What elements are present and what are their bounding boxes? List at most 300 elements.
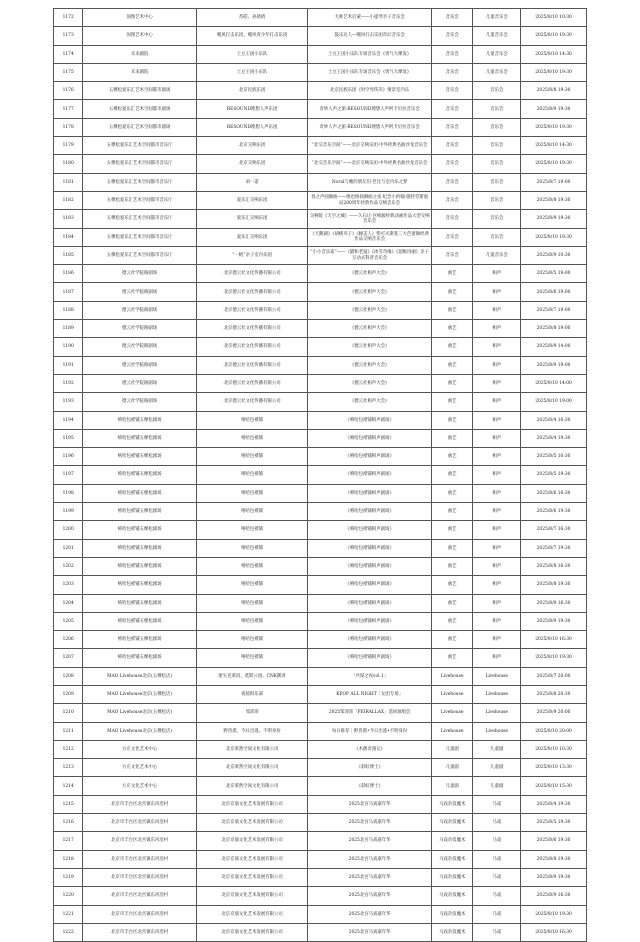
row-number-cell: 1203 xyxy=(54,576,83,594)
subcategory-cell: 相声 xyxy=(473,374,521,392)
category-cell: 曲艺 xyxy=(431,429,473,447)
subcategory-cell: 马戏 xyxy=(473,832,521,850)
row-number-cell: 1200 xyxy=(54,521,83,539)
row-number-cell: 1184 xyxy=(54,228,83,246)
row-number-cell: 1194 xyxy=(54,411,83,429)
category-cell: 马戏杂技魔术 xyxy=(431,832,473,850)
table-row xyxy=(54,118,587,136)
performer-cell: 北京德云社文化传播有限公司 xyxy=(196,301,307,319)
performer-cell: 北京莱然空间文化有限公司 xyxy=(196,777,307,795)
performer-cell: 嘻哈包袱铺 xyxy=(196,631,307,649)
program-title-cell: 奇妙人声之旅·RESOUND理想人声阿卡贝拉音乐会 xyxy=(308,118,432,136)
category-cell: 马戏杂技魔术 xyxy=(431,795,473,813)
subcategory-cell: 相声 xyxy=(473,466,521,484)
row-number-cell: 1195 xyxy=(54,429,83,447)
performer-cell: 北京莱然空间文化有限公司 xyxy=(196,740,307,758)
table-row xyxy=(54,612,587,630)
table-row xyxy=(54,265,587,283)
row-number-cell: 1202 xyxy=(54,557,83,575)
venue-cell: 嘻哈包袱铺五棵松剧场 xyxy=(83,594,196,612)
table-row xyxy=(54,777,587,795)
row-number-cell: 1214 xyxy=(54,777,83,795)
table-row xyxy=(54,759,587,777)
datetime-cell: 2025/8/8 20:30 xyxy=(521,685,587,703)
datetime-cell: 2025/8/7 16:30 xyxy=(521,521,587,539)
performance-schedule-table xyxy=(53,8,587,942)
venue-cell: 嘻哈包袱铺五棵松剧场 xyxy=(83,539,196,557)
datetime-cell: 2025/8/6 16:30 xyxy=(521,484,587,502)
category-cell: 儿童剧 xyxy=(431,740,473,758)
program-title-cell: 奇妙人声之旅·RESOUND理想人声阿卡贝拉音乐会 xyxy=(308,100,432,118)
table-row xyxy=(54,429,587,447)
subcategory-cell: 儿童剧 xyxy=(473,777,521,795)
row-number-cell: 1212 xyxy=(54,740,83,758)
table-row xyxy=(54,448,587,466)
program-title-cell: 《嘻哈包袱铺相声剧场》 xyxy=(308,594,432,612)
venue-cell: 德云社学院路剧场 xyxy=(83,265,196,283)
row-number-cell: 1183 xyxy=(54,210,83,228)
performer-cell: 刘一诺 xyxy=(196,173,307,191)
venue-cell: 北京市丰台区北宫镇东河沿村 xyxy=(83,905,196,923)
row-number-cell: 1197 xyxy=(54,466,83,484)
program-title-cell: 《德云社相声大会》 xyxy=(308,393,432,411)
table-row xyxy=(54,210,587,228)
datetime-cell: 2025/8/9 19:30 xyxy=(521,210,587,228)
category-cell: 曲艺 xyxy=(431,374,473,392)
venue-cell: 德云社学院路剧场 xyxy=(83,283,196,301)
table-row xyxy=(54,484,587,502)
row-number-cell: 1173 xyxy=(54,27,83,45)
table-row xyxy=(54,411,587,429)
table-row xyxy=(54,722,587,740)
program-title-cell: 《嘻哈包袱铺相声剧场》 xyxy=(308,576,432,594)
venue-cell: MAO Livehouse北京(五棵松店) xyxy=(83,667,196,685)
subcategory-cell: 相声 xyxy=(473,265,521,283)
category-cell: 音乐会 xyxy=(431,137,473,155)
venue-cell: 五棵松爱乐汇艺术空间都市音乐厅 xyxy=(83,173,196,191)
datetime-cell: 2025/8/10 19:30 xyxy=(521,155,587,173)
datetime-cell: 2025/8/7 19:30 xyxy=(521,539,587,557)
program-title-cell: 《德云社相声大会》 xyxy=(308,320,432,338)
table-row xyxy=(54,905,587,923)
program-title-cell: 2025北宫马戏嘉年华 xyxy=(308,832,432,850)
datetime-cell: 2025/8/5 16:30 xyxy=(521,448,587,466)
datetime-cell: 2025/8/10 19:30 xyxy=(521,63,587,81)
table-row xyxy=(54,539,587,557)
program-title-cell: Noral与她的朋友们-芭比与室内乐之梦 xyxy=(308,173,432,191)
program-title-cell: 《嘻哈包袱铺相声剧场》 xyxy=(308,429,432,447)
venue-cell: 五棵松爱乐汇艺术空间都市剧场 xyxy=(83,118,196,136)
datetime-cell: 2025/8/10 20:00 xyxy=(521,722,587,740)
venue-cell: 五棵松爱乐汇艺术空间都市音乐厅 xyxy=(83,191,196,209)
datetime-cell: 2025/8/5 19:30 xyxy=(521,814,587,832)
category-cell: 音乐会 xyxy=(431,100,473,118)
subcategory-cell: 儿童剧 xyxy=(473,740,521,758)
program-title-cell: 2025北宫马戏嘉年华 xyxy=(308,795,432,813)
category-cell: 曲艺 xyxy=(431,484,473,502)
subcategory-cell: 相声 xyxy=(473,503,521,521)
performer-cell: 嘻哈包袱铺 xyxy=(196,503,307,521)
row-number-cell: 1222 xyxy=(54,923,83,941)
datetime-cell: 2025/8/7 20:00 xyxy=(521,667,587,685)
category-cell: 曲艺 xyxy=(431,338,473,356)
table-row xyxy=(54,576,587,594)
category-cell: 音乐会 xyxy=(431,27,473,45)
performer-cell: 北京京演文化艺术发展有限公司 xyxy=(196,923,307,941)
table-row xyxy=(54,832,587,850)
datetime-cell: 2025/8/10 13:30 xyxy=(521,759,587,777)
datetime-cell: 2025/8/8 19:30 xyxy=(521,576,587,594)
row-number-cell: 1221 xyxy=(54,905,83,923)
subcategory-cell: 相声 xyxy=(473,576,521,594)
datetime-cell: 2025/8/4 16:30 xyxy=(521,411,587,429)
subcategory-cell: 相声 xyxy=(473,338,521,356)
venue-cell: 方庄文化艺术中心 xyxy=(83,740,196,758)
subcategory-cell: 音乐会 xyxy=(473,118,521,136)
category-cell: 曲艺 xyxy=(431,649,473,667)
performer-cell: 北京交响乐团 xyxy=(196,155,307,173)
category-cell: Livehouse xyxy=(431,667,473,685)
category-cell: 音乐会 xyxy=(431,63,473,81)
venue-cell: MAO Livehouse北京(五棵松店) xyxy=(83,685,196,703)
table-row xyxy=(54,393,587,411)
venue-cell: 五棵松爱乐汇艺术空间都市音乐厅 xyxy=(83,137,196,155)
subcategory-cell: 儿童音乐会 xyxy=(473,246,521,264)
table-row xyxy=(54,301,587,319)
row-number-cell: 1172 xyxy=(54,9,83,27)
datetime-cell: 2025/8/9 20:00 xyxy=(521,704,587,722)
performer-cell: 爱乐汇交响乐团 xyxy=(196,228,307,246)
datetime-cell: 2025/8/10 19:30 xyxy=(521,649,587,667)
subcategory-cell: 儿童音乐会 xyxy=(473,45,521,63)
category-cell: 音乐会 xyxy=(431,9,473,27)
category-cell: 音乐会 xyxy=(431,155,473,173)
performer-cell: 北京交响乐团 xyxy=(196,137,307,155)
datetime-cell: 2025/8/8 19:00 xyxy=(521,320,587,338)
category-cell: Livehouse xyxy=(431,722,473,740)
program-title-cell: “北交音乐空间”——北京交响乐团·中外经典名曲沙龙音乐会 xyxy=(308,137,432,155)
program-title-cell: 《嘻哈包袱铺相声剧场》 xyxy=(308,484,432,502)
row-number-cell: 1189 xyxy=(54,320,83,338)
performer-cell: 北京京演文化艺术发展有限公司 xyxy=(196,814,307,832)
program-title-cell: 《嘻哈包袱铺相声剧场》 xyxy=(308,631,432,649)
performer-cell: RESOUND理想人声乐团 xyxy=(196,118,307,136)
row-number-cell: 1208 xyxy=(54,667,83,685)
datetime-cell: 2025/8/10 19:30 xyxy=(521,905,587,923)
row-number-cell: 1199 xyxy=(54,503,83,521)
datetime-cell: 2025/8/9 19:00 xyxy=(521,356,587,374)
performer-cell: 嘻哈包袱铺 xyxy=(196,411,307,429)
row-number-cell: 1179 xyxy=(54,137,83,155)
program-title-cell: 《木偶奇遇记》 xyxy=(308,740,432,758)
datetime-cell: 2025/8/9 19:30 xyxy=(521,612,587,630)
program-title-cell: 土豆王国小乐队专场音乐会《勇气大爆发》 xyxy=(308,63,432,81)
table-row xyxy=(54,740,587,758)
row-number-cell: 1190 xyxy=(54,338,83,356)
program-title-cell: 春之声圆舞曲——维也纳圆舞曲之夜·纪念小约翰·施特劳斯诞辰200周年经典作品交响音乐会 xyxy=(308,191,432,209)
datetime-cell: 2025/8/6 19:30 xyxy=(521,503,587,521)
subcategory-cell: Livehouse xyxy=(473,685,521,703)
table-row xyxy=(54,503,587,521)
table-row xyxy=(54,814,587,832)
program-title-cell: “北交音乐空间”——北京交响乐团·中外经典名曲沙龙音乐会 xyxy=(308,155,432,173)
table-row xyxy=(54,374,587,392)
category-cell: 曲艺 xyxy=(431,521,473,539)
table-row xyxy=(54,320,587,338)
venue-cell: 北京市丰台区北宫镇东河沿村 xyxy=(83,814,196,832)
table-body xyxy=(54,9,587,942)
category-cell: 曲艺 xyxy=(431,466,473,484)
datetime-cell: 2025/8/9 19:30 xyxy=(521,100,587,118)
venue-cell: 未来剧院 xyxy=(83,45,196,63)
performer-cell: 嘻哈包袱铺 xyxy=(196,466,307,484)
program-title-cell: 《嘻哈包袱铺相声剧场》 xyxy=(308,612,432,630)
datetime-cell: 2025/8/5 19:00 xyxy=(521,265,587,283)
row-number-cell: 1175 xyxy=(54,63,83,81)
venue-cell: 嘻哈包袱铺五棵松剧场 xyxy=(83,448,196,466)
row-number-cell: 1182 xyxy=(54,191,83,209)
performer-cell: 邹沛沛 xyxy=(196,704,307,722)
venue-cell: MAO Livehouse北京(五棵松店) xyxy=(83,722,196,740)
category-cell: 曲艺 xyxy=(431,594,473,612)
table-row xyxy=(54,283,587,301)
program-title-cell: 2025北宫马戏嘉年华 xyxy=(308,923,432,941)
subcategory-cell: 马戏 xyxy=(473,868,521,886)
row-number-cell: 1191 xyxy=(54,356,83,374)
row-number-cell: 1215 xyxy=(54,795,83,813)
subcategory-cell: 相声 xyxy=(473,411,521,429)
performer-cell: 土豆王国小乐队 xyxy=(196,45,307,63)
program-title-cell: 《嘻哈包袱铺相声剧场》 xyxy=(308,503,432,521)
datetime-cell: 2025/8/7 19:00 xyxy=(521,301,587,319)
subcategory-cell: 音乐会 xyxy=(473,210,521,228)
table-row xyxy=(54,685,587,703)
venue-cell: 北京市丰台区北宫镇东河沿村 xyxy=(83,850,196,868)
table-row xyxy=(54,82,587,100)
subcategory-cell: 相声 xyxy=(473,393,521,411)
subcategory-cell: 相声 xyxy=(473,356,521,374)
datetime-cell: 2025/8/8 19:30 xyxy=(521,191,587,209)
venue-cell: 五棵松爱乐汇艺术空间都市剧场 xyxy=(83,82,196,100)
datetime-cell: 2025/8/10 10:30 xyxy=(521,740,587,758)
venue-cell: 北京市丰台区北宫镇东河沿村 xyxy=(83,868,196,886)
program-title-cell: 《天鹅湖》《胡桃夹子》《睡美人》柴可夫斯基三大芭蕾舞经典作品交响音乐会 xyxy=(308,228,432,246)
program-title-cell: 《德云社相声大会》 xyxy=(308,374,432,392)
venue-cell: 北京市丰台区北宫镇东河沿村 xyxy=(83,832,196,850)
venue-cell: 五棵松爱乐汇艺术空间都市音乐厅 xyxy=(83,210,196,228)
program-title-cell: 2025北宫马戏嘉年华 xyxy=(308,905,432,923)
table-row xyxy=(54,27,587,45)
category-cell: 音乐会 xyxy=(431,118,473,136)
row-number-cell: 1218 xyxy=(54,850,83,868)
table-row xyxy=(54,338,587,356)
table-row xyxy=(54,850,587,868)
venue-cell: 嘻哈包袱铺五棵松剧场 xyxy=(83,649,196,667)
venue-cell: 未来剧院 xyxy=(83,63,196,81)
program-title-cell: 2025邹沛沛「PEIRALLAX」巡回演唱会 xyxy=(308,704,432,722)
venue-cell: 嘻哈包袱铺五棵松剧场 xyxy=(83,503,196,521)
table-row xyxy=(54,521,587,539)
venue-cell: 嘻哈包袱铺五棵松剧场 xyxy=(83,411,196,429)
category-cell: 曲艺 xyxy=(431,301,473,319)
program-title-cell: 《嘻哈包袱铺相声剧场》 xyxy=(308,557,432,575)
row-number-cell: 1174 xyxy=(54,45,83,63)
datetime-cell: 2025/8/9 19:30 xyxy=(521,868,587,886)
program-title-cell: 交响版《天空之城》——久石让·宫崎骏经典动画作品大型交响音乐会 xyxy=(308,210,432,228)
category-cell: 曲艺 xyxy=(431,631,473,649)
performer-cell: 苏皓、孙倩倩 xyxy=(196,9,307,27)
subcategory-cell: 相声 xyxy=(473,594,521,612)
performer-cell: 北京京演文化艺术发展有限公司 xyxy=(196,868,307,886)
subcategory-cell: 相声 xyxy=(473,612,521,630)
category-cell: 音乐会 xyxy=(431,173,473,191)
performer-cell: 北京京演文化艺术发展有限公司 xyxy=(196,905,307,923)
performer-cell: 北京德云社文化传播有限公司 xyxy=(196,374,307,392)
row-number-cell: 1216 xyxy=(54,814,83,832)
performer-cell: 土豆王国小乐队 xyxy=(196,63,307,81)
category-cell: 音乐会 xyxy=(431,246,473,264)
program-title-cell: 《嘻哈包袱铺相声剧场》 xyxy=(308,466,432,484)
program-title-cell: 《德云社相声大会》 xyxy=(308,265,432,283)
performer-cell: 北京德云社文化传播有限公司 xyxy=(196,283,307,301)
datetime-cell: 2025/8/9 10:30 xyxy=(521,246,587,264)
performer-cell: 嘻哈包袱铺 xyxy=(196,484,307,502)
table-row xyxy=(54,155,587,173)
row-number-cell: 1204 xyxy=(54,594,83,612)
table-row xyxy=(54,173,587,191)
venue-cell: 德云社学院路剧场 xyxy=(83,393,196,411)
datetime-cell: 2025/8/10 14:00 xyxy=(521,374,587,392)
performer-cell: 嘻哈包袱铺 xyxy=(196,649,307,667)
venue-cell: 北京市丰台区北宫镇东河沿村 xyxy=(83,923,196,941)
category-cell: 曲艺 xyxy=(431,411,473,429)
performer-cell: 飓风打击乐团、飓风青少年打击乐团 xyxy=(196,27,307,45)
row-number-cell: 1217 xyxy=(54,832,83,850)
program-title-cell: 鼓乐达人—飓风打击乐团奇幻音乐会 xyxy=(308,27,432,45)
venue-cell: 国图艺术中心 xyxy=(83,27,196,45)
datetime-cell: 2025/8/4 19:30 xyxy=(521,795,587,813)
subcategory-cell: Livehouse xyxy=(473,722,521,740)
subcategory-cell: 马戏 xyxy=(473,850,521,868)
row-number-cell: 1213 xyxy=(54,759,83,777)
subcategory-cell: 音乐会 xyxy=(473,173,521,191)
program-title-cell: 《彩虹博士》 xyxy=(308,759,432,777)
performer-cell: 北京德云社文化传播有限公司 xyxy=(196,320,307,338)
subcategory-cell: 相声 xyxy=(473,448,521,466)
datetime-cell: 2025/8/8 16:30 xyxy=(521,557,587,575)
program-title-cell: 《德云社相声大会》 xyxy=(308,338,432,356)
table-row xyxy=(54,466,587,484)
venue-cell: 德云社学院路剧场 xyxy=(83,338,196,356)
row-number-cell: 1181 xyxy=(54,173,83,191)
subcategory-cell: 相声 xyxy=(473,631,521,649)
program-title-cell: 《德云社相声大会》 xyxy=(308,283,432,301)
category-cell: 马戏杂技魔术 xyxy=(431,868,473,886)
performer-cell: 北京德云社文化传播有限公司 xyxy=(196,265,307,283)
subcategory-cell: 相声 xyxy=(473,429,521,447)
table-row xyxy=(54,228,587,246)
program-title-cell: “小小音乐家”——《猫和老鼠》《冰雪奇缘》《超级玛丽》亲子互动式科普音乐会 xyxy=(308,246,432,264)
program-title-cell: 2025北宫马戏嘉年华 xyxy=(308,887,432,905)
program-title-cell: 大师艺术启蒙——小提琴亲子音乐会 xyxy=(308,9,432,27)
subcategory-cell: 音乐会 xyxy=(473,228,521,246)
row-number-cell: 1188 xyxy=(54,301,83,319)
table-row xyxy=(54,557,587,575)
program-title-cell: 每日推荐｜野兽派•今日出逃•不明身份 xyxy=(308,722,432,740)
venue-cell: 五棵松爱乐汇艺术空间都市音乐厅 xyxy=(83,155,196,173)
category-cell: 曲艺 xyxy=(431,393,473,411)
datetime-cell: 2025/8/10 15:30 xyxy=(521,777,587,795)
performer-cell: 北京京演文化艺术发展有限公司 xyxy=(196,850,307,868)
subcategory-cell: 马戏 xyxy=(473,905,521,923)
row-number-cell: 1211 xyxy=(54,722,83,740)
subcategory-cell: 儿童音乐会 xyxy=(473,9,521,27)
subcategory-cell: 马戏 xyxy=(473,887,521,905)
subcategory-cell: 儿童音乐会 xyxy=(473,63,521,81)
datetime-cell: 2025/8/8 19:30 xyxy=(521,850,587,868)
venue-cell: 五棵松爱乐汇艺术空间都市音乐厅 xyxy=(83,246,196,264)
subcategory-cell: 音乐会 xyxy=(473,100,521,118)
venue-cell: 方庄文化艺术中心 xyxy=(83,777,196,795)
program-title-cell: 《德云社相声大会》 xyxy=(308,356,432,374)
row-number-cell: 1178 xyxy=(54,118,83,136)
performer-cell: 北京京演文化艺术发展有限公司 xyxy=(196,795,307,813)
datetime-cell: 2025/8/6 19:00 xyxy=(521,283,587,301)
program-title-cell: 《嘻哈包袱铺相声剧场》 xyxy=(308,521,432,539)
subcategory-cell: 相声 xyxy=(473,521,521,539)
subcategory-cell: 音乐会 xyxy=(473,82,521,100)
datetime-cell: 2025/8/6 19:30 xyxy=(521,832,587,850)
row-number-cell: 1186 xyxy=(54,265,83,283)
program-title-cell: 《嘻哈包袱铺相声剧场》 xyxy=(308,649,432,667)
row-number-cell: 1205 xyxy=(54,612,83,630)
subcategory-cell: Livehouse xyxy=(473,704,521,722)
category-cell: 曲艺 xyxy=(431,283,473,301)
datetime-cell: 2025/8/7 19:00 xyxy=(521,173,587,191)
venue-cell: 嘻哈包袱铺五棵松剧场 xyxy=(83,484,196,502)
category-cell: 音乐会 xyxy=(431,45,473,63)
program-title-cell: 《嘻哈包袱铺相声剧场》 xyxy=(308,448,432,466)
row-number-cell: 1176 xyxy=(54,82,83,100)
category-cell: 曲艺 xyxy=(431,448,473,466)
performer-cell: 嘻哈包袱铺 xyxy=(196,429,307,447)
performer-cell: 嘻哈包袱铺 xyxy=(196,612,307,630)
datetime-cell: 2025/8/10 14:30 xyxy=(521,45,587,63)
table-row xyxy=(54,667,587,685)
venue-cell: 五棵松爱乐汇艺术空间都市音乐厅 xyxy=(83,228,196,246)
table-row xyxy=(54,63,587,81)
program-title-cell: 2025北宫马戏嘉年华 xyxy=(308,850,432,868)
program-title-cell: 「共谋之夜vol.1」 xyxy=(308,667,432,685)
performer-cell: 嘻哈包袱铺 xyxy=(196,539,307,557)
row-number-cell: 1177 xyxy=(54,100,83,118)
datetime-cell: 2025/8/10 16:30 xyxy=(521,923,587,941)
table-row xyxy=(54,923,587,941)
datetime-cell: 2025/8/4 19:30 xyxy=(521,429,587,447)
row-number-cell: 1210 xyxy=(54,704,83,722)
performer-cell: 北京德云社文化传播有限公司 xyxy=(196,393,307,411)
performer-cell: 野兽派、今日出逃、不明身份 xyxy=(196,722,307,740)
performer-cell: 北京京演文化艺术发展有限公司 xyxy=(196,887,307,905)
program-title-cell: 2025北宫马戏嘉年华 xyxy=(308,868,432,886)
performer-cell: 北京莱然空间文化有限公司 xyxy=(196,759,307,777)
datetime-cell: 2025/8/10 19:30 xyxy=(521,27,587,45)
venue-cell: MAO Livehouse北京(五棵松店) xyxy=(83,704,196,722)
datetime-cell: 2025/8/10 19:30 xyxy=(521,228,587,246)
category-cell: 音乐会 xyxy=(431,191,473,209)
program-title-cell: KPOP ALL NIGHT「女团专场」 xyxy=(308,685,432,703)
performer-cell: 北京京演文化艺术发展有限公司 xyxy=(196,832,307,850)
